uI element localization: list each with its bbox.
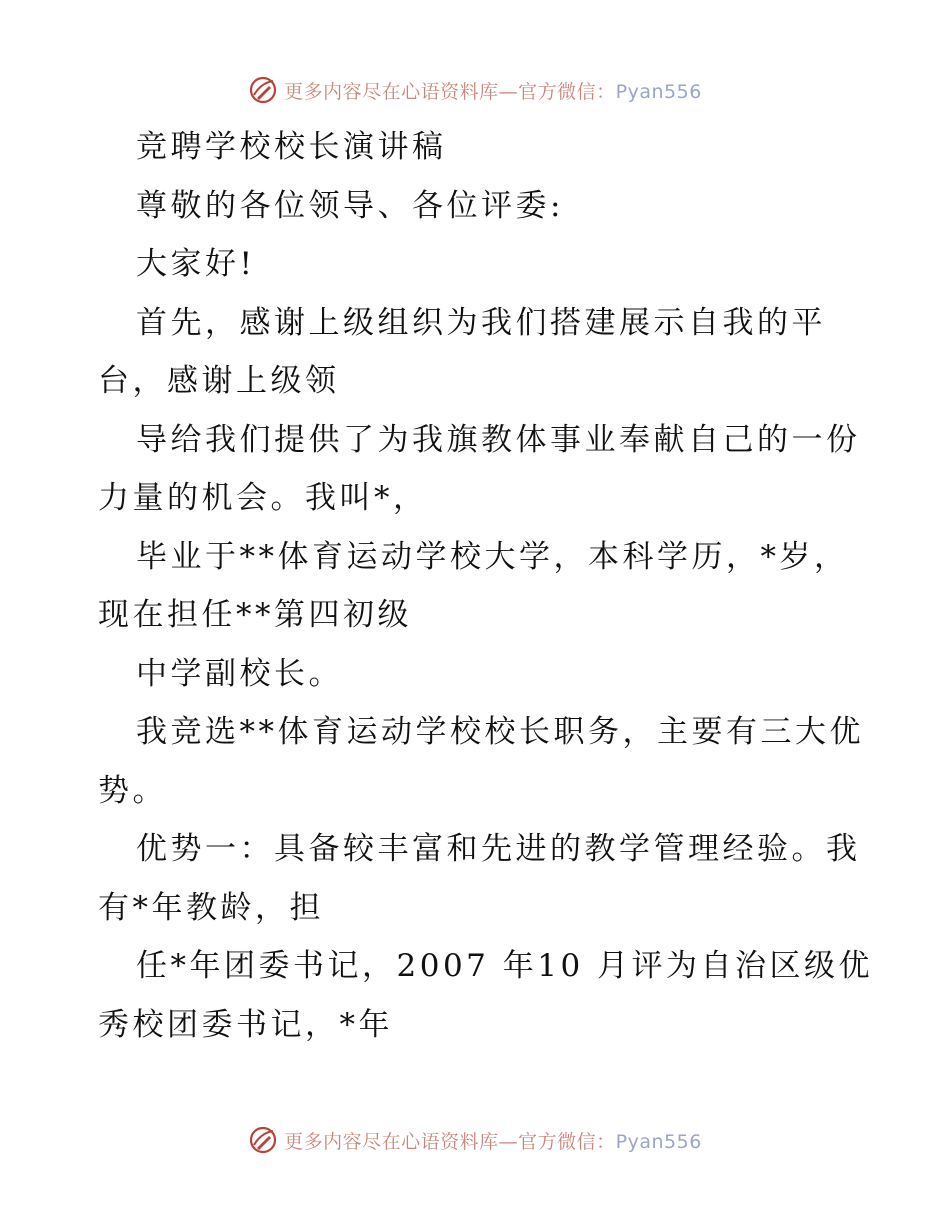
watermark-label: 更多内容尽在心语资料库—官方微信：	[284, 1130, 616, 1153]
text-line: 力量的机会。我叫*，	[98, 480, 428, 516]
text-line: 大家好!	[136, 246, 256, 282]
text-line: 尊敬的各位领导、各位评委:	[136, 187, 564, 224]
text-line: 有*年教龄，担	[98, 889, 324, 926]
text-line: 台，感谢上级领	[98, 363, 340, 399]
wechat-id: Pyan556	[615, 1130, 702, 1153]
text-line: 中学副校长。	[136, 655, 343, 692]
watermark-text	[284, 77, 702, 104]
wechat-id: Pyan556	[615, 80, 702, 103]
document-body	[98, 118, 874, 1054]
text-line: 毕业于**体育运动学校大学，本科学历，*岁，	[136, 538, 849, 575]
text-line: 秀校团委书记，*年	[98, 1006, 393, 1043]
footer-watermark	[0, 1122, 950, 1158]
watermark-label: 更多内容尽在心语资料库—官方微信：	[284, 80, 616, 103]
text-line: 导给我们提供了为我旗教体事业奉献自己的一份	[136, 421, 861, 458]
text-line: 竞聘学校校长演讲稿	[136, 129, 447, 165]
text-line: 优势一：具备较丰富和先进的教学管理经验。我	[136, 831, 861, 867]
pen-logo-icon	[248, 75, 278, 105]
header-watermark	[0, 72, 950, 108]
text-line: 我竞选**体育运动学校校长职务，主要有三大优	[136, 714, 864, 750]
text-line: 现在担任**第四初级	[98, 597, 412, 633]
watermark-text	[284, 1127, 702, 1154]
pen-logo-icon	[248, 1125, 278, 1155]
text-line: 任*年团委书记，2007 年10 月评为自治区级优	[136, 948, 874, 984]
text-line: 势。	[98, 772, 167, 809]
text-line: 首先，感谢上级组织为我们搭建展示自我的平	[136, 304, 826, 341]
